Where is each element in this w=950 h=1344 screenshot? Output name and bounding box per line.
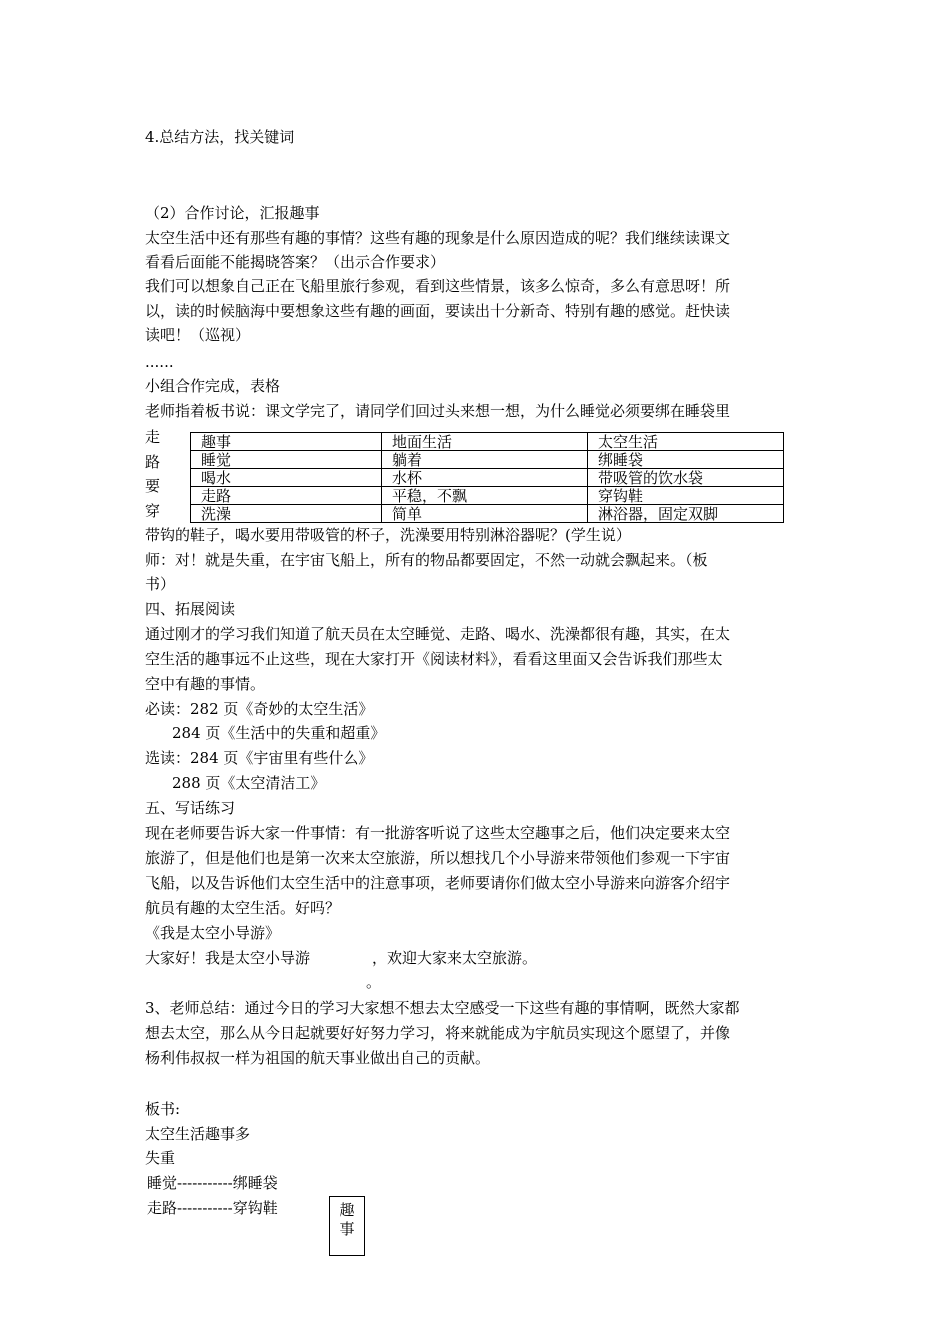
teacher-question-line1: 老师指着板书说：课文学完了，请同学们回过头来想一想，为什么睡觉必须要绑在睡袋里 bbox=[145, 402, 731, 420]
table-cell: 淋浴器，固定双脚 bbox=[588, 505, 784, 523]
table-cell: 平稳，不飘 bbox=[382, 487, 588, 505]
table-cell: 洗澡 bbox=[191, 505, 382, 523]
table-cell: 穿钩鞋 bbox=[588, 487, 784, 505]
optional-reading-2: 288 页《太空清洁工》 bbox=[172, 774, 326, 792]
section2-title: （2）合作讨论，汇报趣事 bbox=[145, 204, 320, 222]
guide-line bbox=[145, 946, 537, 970]
teacher-answer-line1: 师：对！就是失重，在宇宙飞船上，所有的物品都要固定，不然一动就会飘起来。（板 bbox=[145, 551, 708, 569]
section2-para1-line2: 看看后面能不能揭晓答案？（出示合作要求） bbox=[145, 253, 446, 271]
table-header-row bbox=[191, 433, 784, 451]
section2-para1-line1: 太空生活中还有那些有趣的事情？这些有趣的现象是什么原因造成的呢？我们继续读课文 bbox=[145, 229, 731, 247]
section4-para-line3: 空中有趣的事情。 bbox=[145, 675, 266, 693]
fun-box-char-1: 趣 bbox=[339, 1201, 355, 1219]
guide-title: 《我是太空小导游》 bbox=[145, 924, 281, 942]
board-label: 板书: bbox=[145, 1100, 181, 1118]
section2-para2-line1: 我们可以想象自己正在飞船里旅行参观，看到这些情景，该多么惊奇，多么有意思呀！所 bbox=[145, 277, 731, 295]
guide-end-mark: 。 bbox=[366, 973, 382, 991]
table-cell: 简单 bbox=[382, 505, 588, 523]
section5-para-line4: 航员有趣的太空生活。好吗？ bbox=[145, 899, 341, 917]
table-cell: 水杯 bbox=[382, 469, 588, 487]
table-cell: 喝水 bbox=[191, 469, 382, 487]
section5-para-line1: 现在老师要告诉大家一件事情：有一批游客听说了这些太空趣事之后，他们决定要来太空 bbox=[145, 824, 731, 842]
fun-box-char-2: 事 bbox=[339, 1220, 355, 1238]
board-item-walk: 走路-----------穿钩鞋 bbox=[147, 1199, 278, 1217]
summary-line1: 3、老师总结：通过今日的学习大家想不想去太空感受一下这些有趣的事情啊，既然大家都 bbox=[145, 999, 740, 1017]
table-cell: 躺着 bbox=[382, 451, 588, 469]
table-cell: 睡觉 bbox=[191, 451, 382, 469]
side-char-1: 走 bbox=[145, 428, 161, 446]
board-weightless: 失重 bbox=[145, 1149, 176, 1167]
table-cell: 走路 bbox=[191, 487, 382, 505]
section4-para-line1: 通过刚才的学习我们知道了航天员在太空睡觉、走路、喝水、洗澡都很有趣，其实，在太 bbox=[145, 625, 731, 643]
table-row bbox=[191, 451, 784, 469]
board-item-sleep: 睡觉-----------绑睡袋 bbox=[147, 1174, 278, 1192]
teacher-question-line2: 带钩的鞋子，喝水要用带吸管的杯子，洗澡要用特别淋浴器呢？(学生说） bbox=[145, 526, 631, 544]
fun-box bbox=[329, 1196, 365, 1256]
table-cell: 带吸管的饮水袋 bbox=[588, 469, 784, 487]
optional-reading-1: 选读：284 页《宇宙里有些什么》 bbox=[145, 749, 374, 767]
section5-para-line2: 旅游了，但是他们也是第一次来太空旅游，所以想找几个小导游来带领他们参观一下宇宙 bbox=[145, 849, 731, 867]
table-header-cell: 太空生活 bbox=[588, 433, 784, 451]
section5-title: 五、写话练习 bbox=[145, 799, 236, 817]
required-reading-2: 284 页《生活中的失重和超重》 bbox=[172, 724, 386, 742]
section2-para2-line3: 读吧！（巡视） bbox=[145, 326, 251, 344]
side-char-2: 路 bbox=[145, 453, 161, 471]
table-row bbox=[191, 469, 784, 487]
table-row bbox=[191, 487, 784, 505]
section4-title: 四、拓展阅读 bbox=[145, 600, 236, 618]
summary-line3: 杨利伟叔叔一样为祖国的航天事业做出自己的贡献。 bbox=[145, 1049, 491, 1067]
group-task: 小组合作完成，表格 bbox=[145, 377, 281, 395]
side-char-4: 穿 bbox=[145, 502, 161, 520]
section2-para2-line2: 以，读的时候脑海中要想象这些有趣的画面，要读出十分新奇、特别有趣的感觉。赶快读 bbox=[145, 302, 731, 320]
side-char-3: 要 bbox=[145, 477, 161, 495]
teacher-answer-line2: 书） bbox=[145, 575, 176, 593]
table-header-cell: 地面生活 bbox=[382, 433, 588, 451]
section5-para-line3: 飞船，以及告诉他们太空生活中的注意事项，老师要请你们做太空小导游来向游客介绍宇 bbox=[145, 874, 731, 892]
guide-line-part-b: ，欢迎大家来太空旅游。 bbox=[372, 949, 538, 967]
table-header-cell: 趣事 bbox=[191, 433, 382, 451]
ellipsis: ...... bbox=[145, 353, 174, 371]
table-cell: 绑睡袋 bbox=[588, 451, 784, 469]
guide-line-part-a: 大家好！我是太空小导游 bbox=[145, 949, 311, 967]
fun-facts-table bbox=[190, 432, 784, 523]
required-reading-1: 必读：282 页《奇妙的太空生活》 bbox=[145, 700, 374, 718]
board-title: 太空生活趣事多 bbox=[145, 1125, 251, 1143]
summary-line2: 想去太空，那么从今日起就要好好努力学习，将来就能成为宇航员实现这个愿望了，并像 bbox=[145, 1024, 731, 1042]
method-heading: 4.总结方法，找关键词 bbox=[145, 128, 295, 146]
table-row bbox=[191, 505, 784, 523]
section4-para-line2: 空生活的趣事远不止这些，现在大家打开《阅读材料》，看看这里面又会告诉我们那些太 bbox=[145, 650, 723, 668]
